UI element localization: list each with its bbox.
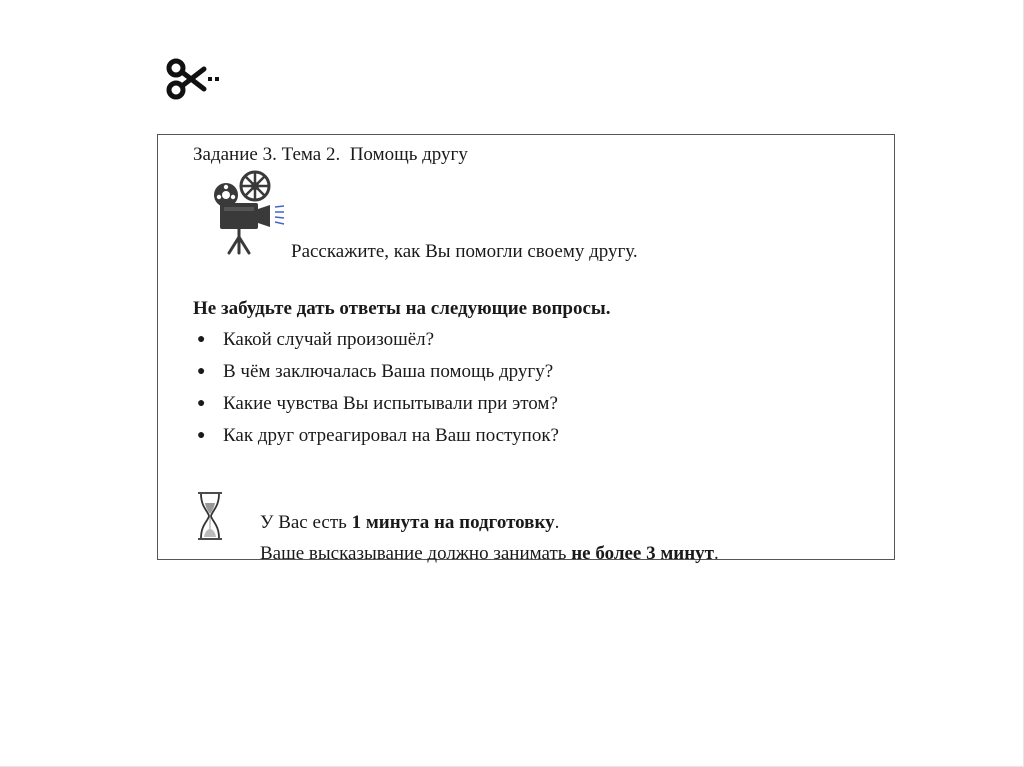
time-note-text: Ваше высказывание должно занимать bbox=[260, 543, 572, 564]
question-item bbox=[193, 328, 559, 360]
time-note-text: . bbox=[554, 512, 560, 533]
time-note bbox=[260, 507, 719, 569]
time-note-text: У Вас есть bbox=[260, 512, 352, 533]
film-projector-icon bbox=[206, 169, 292, 255]
hourglass-icon bbox=[196, 491, 224, 541]
bullet-icon: ● bbox=[197, 428, 206, 443]
question-text: Какой случай произошёл? bbox=[223, 329, 435, 350]
bullet-icon: ● bbox=[197, 332, 206, 347]
questions-list bbox=[193, 328, 559, 456]
answer-time: не более 3 минут bbox=[571, 543, 715, 564]
question-item bbox=[193, 392, 559, 424]
time-note-text: . bbox=[714, 543, 719, 564]
task-title: Задание 3. Тема 2. Помощь другу bbox=[193, 144, 468, 165]
questions-heading: Не забудьте дать ответы на следующие вопросы. bbox=[193, 298, 611, 319]
question-item bbox=[193, 424, 559, 456]
bullet-icon: ● bbox=[197, 396, 206, 411]
question-item bbox=[193, 360, 559, 392]
question-text: Какие чувства Вы испытывали при этом? bbox=[223, 393, 558, 414]
prep-time: 1 минута на подготовку bbox=[351, 512, 555, 533]
time-note-line-1 bbox=[260, 507, 719, 538]
time-note-line-2 bbox=[260, 538, 719, 569]
bullet-icon: ● bbox=[197, 364, 206, 379]
question-text: Как друг отреагировал на Ваш поступок? bbox=[223, 425, 559, 446]
scissors-icon bbox=[162, 56, 222, 102]
task-card bbox=[157, 134, 895, 564]
question-text: В чём заключалась Ваша помощь другу? bbox=[223, 361, 554, 382]
task-prompt: Расскажите, как Вы помогли своему другу. bbox=[291, 241, 638, 262]
